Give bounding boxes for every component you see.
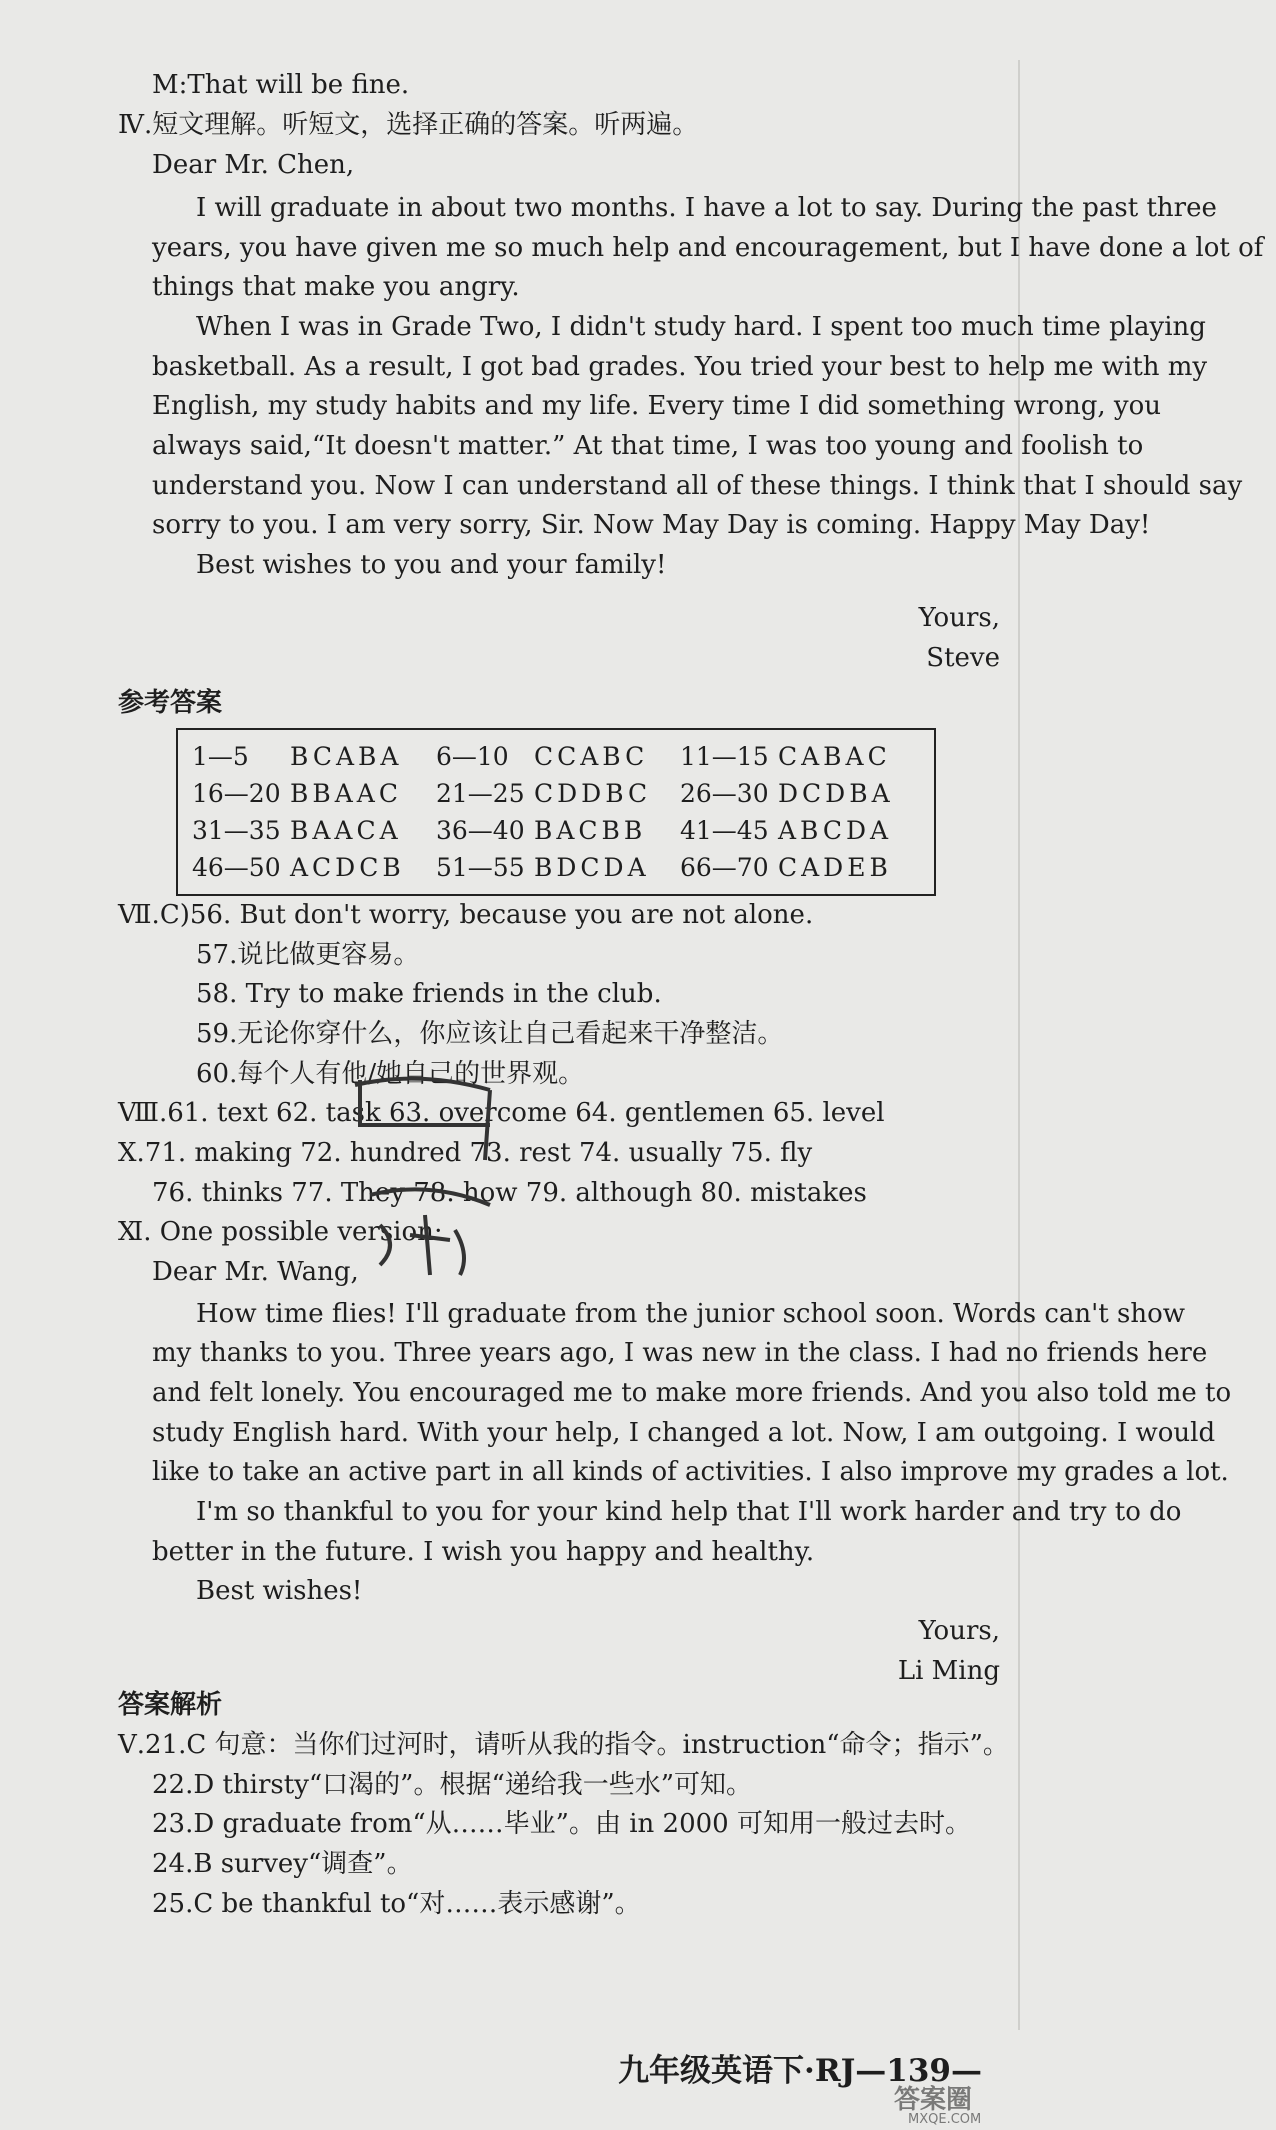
answer-range: 41—45: [680, 816, 769, 845]
text-line: 59.无论你穿什么，你应该让自己看起来干净整洁。: [196, 1019, 784, 1049]
answer-row: [192, 775, 924, 812]
answer-range: 66—70: [680, 853, 769, 882]
text-line: Ⅴ.21.C 句意：当你们过河时，请听从我的指令。instruction“命令；指示”。: [118, 1730, 1009, 1760]
answer-cell: [192, 738, 436, 775]
answer-letters: BACBB: [534, 816, 647, 845]
text-line: Dear Mr. Wang,: [152, 1257, 359, 1287]
answer-cell: [436, 775, 680, 812]
answer-range: 1—5: [192, 742, 249, 771]
answer-cell: [680, 775, 924, 812]
signature-line: [0, 1654, 1080, 1688]
text-line: I'm so thankful to you for your kind help that I'll work harder and try to do: [196, 1497, 1182, 1527]
text-line: 76. thinks 77. They 78. how 79. although 80. mistakes: [152, 1178, 867, 1208]
text-line: M:That will be fine.: [152, 70, 410, 100]
answer-row: [192, 738, 924, 775]
answer-letters: BAACA: [290, 816, 402, 845]
text-line: always said,“It doesn't matter.” At that time, I was too young and foolish to: [152, 431, 1144, 461]
answer-letters: BBAAC: [290, 779, 402, 808]
text-line: 22.D thirsty“口渴的”。根据“递给我一些水”可知。: [152, 1770, 753, 1800]
text-line: 24.B survey“调查”。: [152, 1849, 413, 1879]
answer-row: [192, 849, 924, 886]
signature-text: Yours,: [918, 1616, 1000, 1646]
answer-cell: [436, 738, 680, 775]
answer-range: 11—15: [680, 742, 769, 771]
answer-range: 51—55: [436, 853, 525, 882]
text-line: and felt lonely. You encouraged me to make more friends. And you also told me to: [152, 1378, 1232, 1408]
text-line: like to take an active part in all kinds of activities. I also improve my grades a lot.: [152, 1457, 1229, 1487]
answer-letters: CADEB: [778, 853, 892, 882]
text-line: better in the future. I wish you happy and healthy.: [152, 1537, 815, 1567]
text-line: 23.D graduate from“从……毕业”。由 in 2000 可知用一般过去时。: [152, 1809, 971, 1839]
answer-cell: [192, 775, 436, 812]
signature-text: Yours,: [918, 603, 1000, 633]
answer-cell: [680, 738, 924, 775]
answer-letters: ACDCB: [290, 853, 405, 882]
text-line: study English hard. With your help, I changed a lot. Now, I am outgoing. I would: [152, 1418, 1216, 1448]
text-line: Dear Mr. Chen,: [152, 150, 355, 180]
signature-text: Steve: [926, 643, 1000, 673]
text-line: my thanks to you. Three years ago, I was new in the class. I had no friends here: [152, 1338, 1208, 1368]
answer-range: 16—20: [192, 779, 281, 808]
text-line: English, my study habits and my life. Every time I did something wrong, you: [152, 391, 1161, 421]
answer-cell: [680, 812, 924, 849]
answer-letters: BCABA: [290, 742, 403, 771]
answer-table: [176, 728, 936, 896]
answer-cell: [192, 849, 436, 886]
answer-letters: ABCDA: [778, 816, 893, 845]
answer-range: 46—50: [192, 853, 281, 882]
text-line: Ⅳ.短文理解。听短文，选择正确的答案。听两遍。: [118, 110, 699, 140]
text-line: How time flies! I'll graduate from the junior school soon. Words can't show: [196, 1299, 1185, 1329]
answer-row: [192, 812, 924, 849]
answer-letters: CDDBC: [534, 779, 652, 808]
text-line: Ⅺ. One possible version:: [118, 1217, 443, 1247]
answer-range: 36—40: [436, 816, 525, 845]
text-line: Ⅶ.C)56. But don't worry, because you are not alone.: [118, 900, 814, 930]
answer-cell: [436, 812, 680, 849]
answer-letters: DCDBA: [778, 779, 894, 808]
answer-letters: CCABC: [534, 742, 649, 771]
text-line: Ⅹ.71. making 72. hundred 73. rest 74. usually 75. fly: [118, 1138, 813, 1168]
answer-cell: [436, 849, 680, 886]
text-line: basketball. As a result, I got bad grades. You tried your best to help me with my: [152, 352, 1208, 382]
text-line: Best wishes!: [196, 1576, 363, 1606]
page-footer: 九年级英语下·RJ—139—: [618, 2053, 982, 2089]
section-heading: 答案解析: [118, 1690, 223, 1720]
text-line: I will graduate in about two months. I have a lot to say. During the past three: [196, 193, 1217, 223]
text-line: understand you. Now I can understand all of these things. I think that I should say: [152, 471, 1243, 501]
signature-line: [0, 601, 1080, 635]
text-line: things that make you angry.: [152, 272, 520, 302]
text-line: sorry to you. I am very sorry, Sir. Now May Day is coming. Happy May Day!: [152, 510, 1151, 540]
answer-range: 6—10: [436, 742, 509, 771]
answer-range: 31—35: [192, 816, 281, 845]
text-line: 25.C be thankful to“对……表示感谢”。: [152, 1889, 641, 1919]
text-line: 58. Try to make friends in the club.: [196, 979, 662, 1009]
section-heading: 参考答案: [118, 688, 223, 718]
text-line: Best wishes to you and your family!: [196, 550, 667, 580]
answer-range: 26—30: [680, 779, 769, 808]
answer-letters: CABAC: [778, 742, 891, 771]
text-line: 60.每个人有他/她自己的世界观。: [196, 1059, 585, 1089]
watermark-subtext: MXQE.COM: [908, 2112, 982, 2127]
signature-line: [0, 641, 1080, 675]
answer-letters: BDCDA: [534, 853, 650, 882]
text-line: When I was in Grade Two, I didn't study hard. I spent too much time playing: [196, 312, 1206, 342]
answer-cell: [680, 849, 924, 886]
text-line: Ⅷ.61. text 62. task 63. overcome 64. gentlemen 65. level: [118, 1098, 885, 1128]
handwritten-scribble-icon: [340, 1065, 500, 1305]
answer-cell: [192, 812, 436, 849]
text-line: years, you have given me so much help and encouragement, but I have done a lot of: [152, 233, 1264, 263]
signature-text: Li Ming: [897, 1656, 1000, 1686]
text-line: 57.说比做更容易。: [196, 940, 420, 970]
signature-line: [0, 1614, 1080, 1648]
answer-range: 21—25: [436, 779, 525, 808]
watermark-text: 答案圈: [894, 2085, 973, 2115]
watermark-logo: [888, 2080, 1068, 2125]
